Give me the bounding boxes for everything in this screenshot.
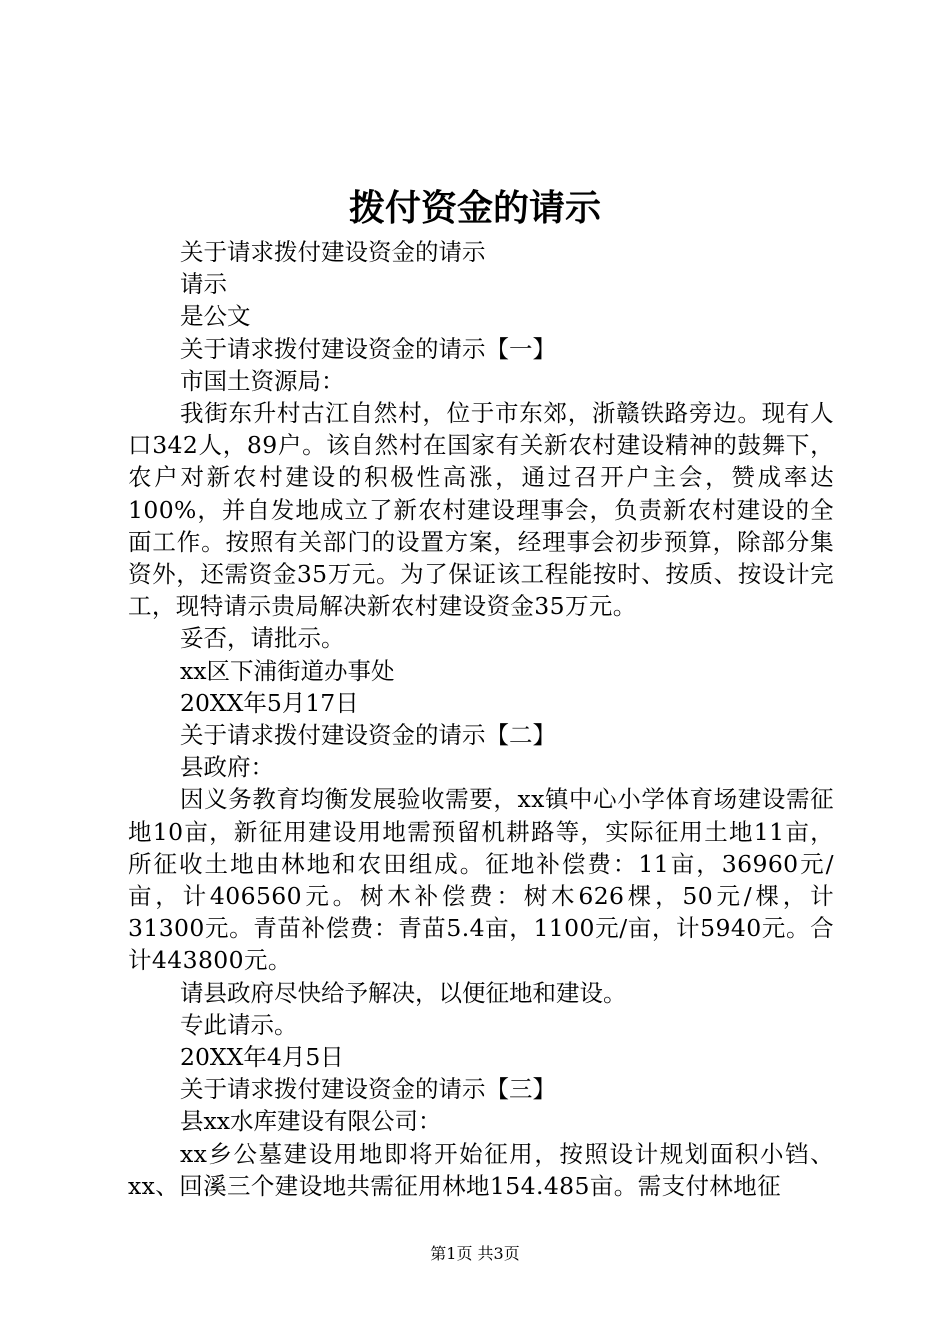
closing-line: 妥否，请批示。	[180, 624, 345, 653]
body-paragraph: xx乡公墓建设用地即将开始征用，按照设计规划面积小铛、xx、回溪三个建设地共需征用林地154.485亩。需支付林地征	[128, 1139, 834, 1200]
section-heading-3: 关于请求拨付建设资金的请示【三】	[180, 1075, 556, 1104]
addressee: 县xx水库建设有限公司：	[180, 1107, 442, 1136]
addressee: 市国土资源局：	[180, 366, 345, 395]
section-heading-1: 关于请求拨付建设资金的请示【一】	[180, 334, 556, 363]
heading-line: 关于请求拨付建设资金的请示	[180, 238, 486, 266]
date-line: 20XX年4月5日	[180, 1043, 344, 1072]
body-paragraph: 我街东升村古江自然村，位于市东郊，浙赣铁路旁边。现有人口342人，89户。该自然村在国家有关新农村建设精神的鼓舞下，农户对新农村建设的积极性高涨，通过召开户主会，赞成率达100%，并自发地成立了新农村建设理事会，负责新农村建设的全面工作。按照有关部门的设置方案，经理事会初步预算，除部分集资外，还需资金35万元。为了保证该工程能按时、按质、按设计完工，现特请示贵局解决新农村建设资金35万元。	[128, 399, 834, 621]
text-line: 是公文	[180, 302, 251, 331]
closing-line: 请县政府尽快给予解决，以便征地和建设。	[180, 978, 627, 1007]
text-line: 请示	[180, 270, 227, 299]
addressee: 县政府：	[180, 753, 274, 782]
closing-line: 专此请示。	[180, 1010, 298, 1039]
section-heading-2: 关于请求拨付建设资金的请示【二】	[180, 721, 556, 750]
date-line: 20XX年5月17日	[180, 688, 359, 717]
body-paragraph: 因义务教育均衡发展验收需要，xx镇中心小学体育场建设需征地10亩，新征用建设用地需预留机耕路等，实际征用土地11亩，所征收土地由林地和农田组成。征地补偿费：11亩，36960元/亩，计406560元。树木补偿费：树木626棵，50元/棵，计31300元。青苗补偿费：青苗5.4亩，1100元/亩，计5940元。合计443800元。	[128, 785, 834, 975]
signature: xx区下浦街道办事处	[180, 656, 395, 685]
page-title: 拨付资金的请示	[348, 187, 601, 229]
document-body	[128, 236, 834, 1202]
page-footer: 第1页 共3页	[430, 1244, 520, 1263]
